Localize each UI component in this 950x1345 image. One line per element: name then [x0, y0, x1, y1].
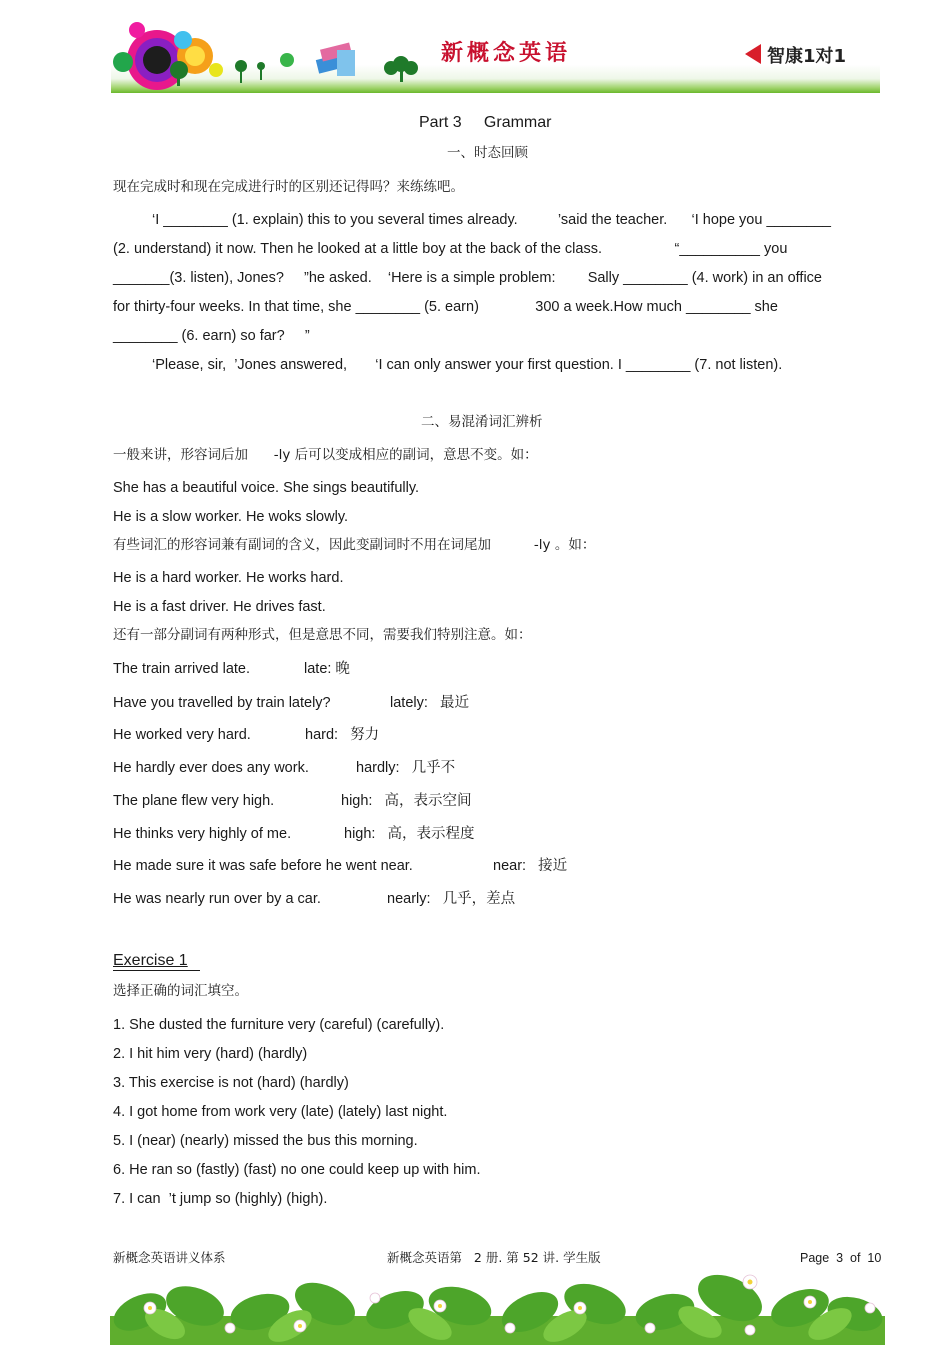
- page-number: Page 3 of 10: [800, 1251, 882, 1265]
- exercise-item: 2. I hit him very (hard) (hardly): [113, 1046, 308, 1062]
- passage-line: ‘I ________ (1. explain) this to you several times already. ’said the teacher. ‘I hope you ________: [152, 212, 831, 228]
- section1-heading: 一、时态回顾: [447, 145, 528, 161]
- pair-gloss: high: 高，表示空间: [341, 793, 472, 809]
- pair-sentence: He hardly ever does any work.: [113, 760, 309, 776]
- example-sentence: He is a hard worker. He works hard.: [113, 570, 344, 586]
- section1-intro: 现在完成时和现在完成进行时的区别还记得吗？来练练吧。: [113, 179, 464, 195]
- pair-gloss: hard: 努力: [305, 727, 380, 743]
- pair-sentence: He made sure it was safe before he went near.: [113, 858, 413, 874]
- exercise-instruction: 选择正确的词汇填空。: [113, 983, 248, 999]
- pair-sentence: He thinks very highly of me.: [113, 826, 292, 842]
- section2-intro-1: 一般来讲，形容词后加 -ly 后可以变成相应的副词，意思不变。如：: [113, 447, 538, 463]
- part-title: Part 3 Grammar: [419, 114, 552, 131]
- pair-gloss: lately: 最近: [390, 695, 469, 711]
- header-brand: 智康1对1: [767, 46, 847, 67]
- header-title: 新概念英语: [441, 41, 572, 66]
- pair-gloss: near: 接近: [493, 858, 568, 874]
- exercise-item: 5. I (near) (nearly) missed the bus this morning.: [113, 1133, 418, 1149]
- pair-sentence: The train arrived late.: [113, 661, 251, 677]
- passage-line: ________ (6. earn) so far? ”: [113, 328, 310, 344]
- pair-sentence: Have you travelled by train lately?: [113, 695, 331, 711]
- exercise-title: Exercise 1: [113, 952, 200, 971]
- passage-line: (2. understand) it now. Then he looked at a little boy at the back of the class. “__________ you: [113, 241, 788, 257]
- section2-heading: 二、易混淆词汇辨析: [421, 414, 543, 430]
- exercise-item: 3. This exercise is not (hard) (hardly): [113, 1075, 349, 1091]
- pair-gloss: nearly: 几乎，差点: [387, 891, 516, 907]
- footer-garland: [110, 1268, 885, 1345]
- pair-sentence: He worked very hard.: [113, 727, 251, 743]
- pair-gloss: hardly: 几乎不: [356, 760, 456, 776]
- footer-center: 新概念英语第 2 册. 第 52 讲. 学生版: [387, 1250, 601, 1265]
- passage-line: ‘Please, sir, ’Jones answered, ‘I can only answer your first question. I ________ (7. not listen).: [152, 357, 783, 373]
- passage-line: for thirty-four weeks. In that time, she ________ (5. earn) 300 a week.How much ________ she: [113, 299, 778, 315]
- footer-left: 新概念英语讲义体系: [113, 1250, 226, 1265]
- exercise-item: 6. He ran so (fastly) (fast) no one could keep up with him.: [113, 1162, 481, 1178]
- pair-sentence: The plane flew very high.: [113, 793, 275, 809]
- section2-intro-3: 还有一部分副词有两种形式，但是意思不同，需要我们特别注意。如：: [113, 627, 532, 643]
- exercise-item: 7. I can ’t jump so (highly) (high).: [113, 1191, 328, 1207]
- section2-intro-2: 有些词汇的形容词兼有副词的含义，因此变副词时不用在词尾加 -ly 。如：: [113, 537, 596, 553]
- brand-logo-icon: [745, 44, 761, 64]
- pair-gloss: late: 晚: [304, 661, 350, 677]
- passage-line: _______(3. listen), Jones? ”he asked. ‘Here is a simple problem: Sally ________ (4. work) in an office: [113, 270, 822, 286]
- pair-gloss: high: 高，表示程度: [344, 826, 475, 842]
- pair-sentence: He was nearly run over by a car.: [113, 891, 321, 907]
- example-sentence: She has a beautiful voice. She sings beautifully.: [113, 480, 420, 496]
- exercise-item: 1. She dusted the furniture very (careful) (carefully).: [113, 1017, 445, 1033]
- example-sentence: He is a slow worker. He woks slowly.: [113, 509, 349, 525]
- leaf-garland-art: [110, 1268, 885, 1345]
- example-sentence: He is a fast driver. He drives fast.: [113, 599, 326, 615]
- header-banner: [111, 22, 880, 93]
- exercise-item: 4. I got home from work very (late) (lately) last night.: [113, 1104, 448, 1120]
